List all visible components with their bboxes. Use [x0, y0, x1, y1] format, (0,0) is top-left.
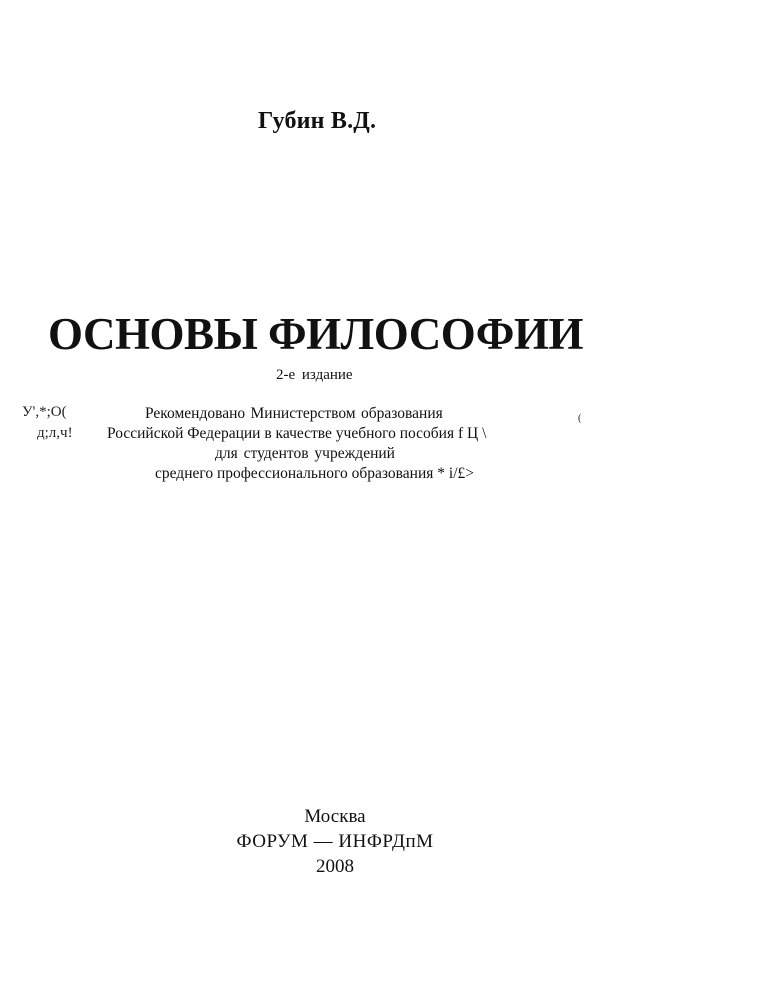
margin-note-right: ( [578, 413, 582, 424]
imprint-city: Москва [304, 806, 366, 827]
edition-label: 2-е издание [276, 367, 353, 383]
recommendation-line-1: Рекомендовано Министерством образования [145, 405, 443, 422]
margin-note-left-bottom: д;л,ч! [37, 425, 73, 441]
author-name: Губин В.Д. [258, 108, 377, 134]
margin-note-left-top: У',*;О( [22, 404, 67, 420]
recommendation-line-2: Российской Федерации в качестве учебного пособия f Ц \ [107, 425, 487, 442]
recommendation-line-3: для студентов учреждений [215, 445, 395, 462]
imprint-block [0, 804, 768, 879]
recommendation-line-4: среднего профессионального образования * i/£> [155, 465, 474, 482]
imprint-year: 2008 [316, 856, 354, 877]
book-title: ОСНОВЫ ФИЛОСОФИИ [48, 309, 583, 359]
imprint-publisher: ФОРУМ — ИНФРДпМ [236, 831, 434, 852]
